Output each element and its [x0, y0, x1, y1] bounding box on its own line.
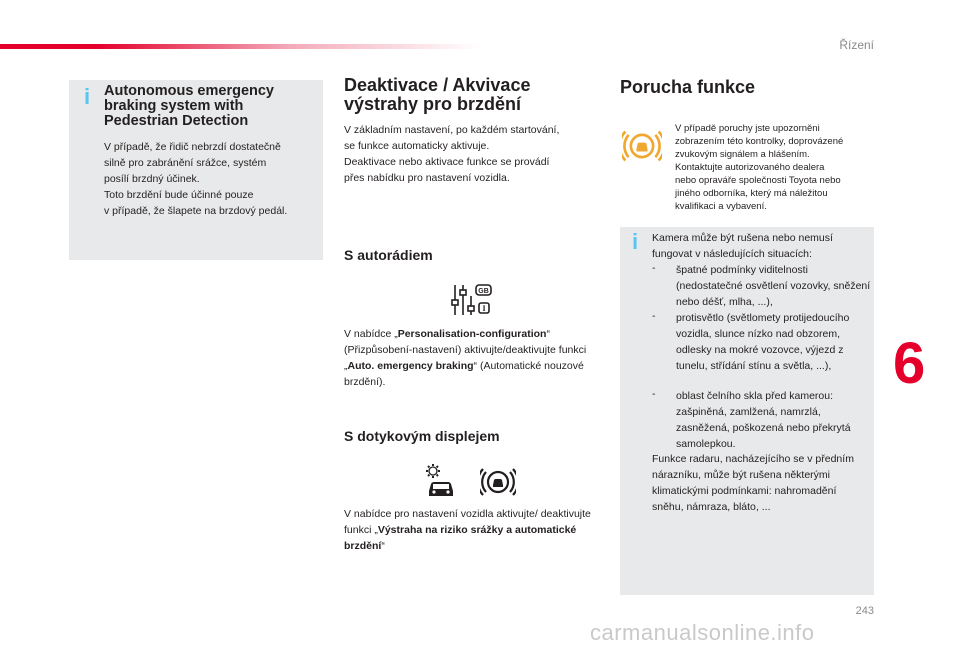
bullet-windscreen: oblast čelního skla před kamerou: zašpiněná, zamlžená, namrzlá, zasněžená, poškozená nebo překrytá samolepkou. [676, 390, 851, 450]
aeb-body-line: Toto brzdění bude účinné pouze [104, 189, 254, 201]
intro-line: přes nabídku pro nastavení vozidla. [344, 172, 510, 184]
watermark: carmanualsonline.info [590, 620, 815, 645]
brake-fault-warning-icon [622, 126, 662, 166]
bullet-dash: - [652, 310, 656, 322]
fault-line: zobrazením této kontrolky, doprovázené [675, 136, 844, 147]
aeb-body-line: V případě, že řidič nebrzdí dostatečně [104, 141, 281, 153]
radar-note: Funkce radaru, nacházejícího se v předním nárazníku, může být rušena některými klimatickými podmínkami: nahromadění sněhu, námraza, bláto, ... [652, 453, 854, 513]
aeb-body-line: posílí brzdný účinek. [104, 173, 200, 185]
bullet-dash: - [652, 262, 656, 274]
bullet-visibility: špatné podmínky viditelnosti (nedostatečné osvětlení vozovky, sněžení nebo déšť, mlha, ...), [676, 264, 871, 308]
brake-warning-icon [480, 464, 516, 500]
fault-line: Kontaktujte autorizovaného dealera [675, 162, 825, 173]
subheading-touchscreen: S dotykovým displejem [344, 428, 500, 444]
fault-line: jiného odborníka, který má náležitou [675, 188, 828, 199]
touchscreen-instructions: V nabídce pro nastavení vozidla aktivujte/ deaktivujte funkci „Výstraha na riziko srážky a automatické brzdění“ [344, 508, 591, 552]
header-accent-bar [0, 44, 480, 49]
intro-line: Deaktivace nebo aktivace funkce se provádí [344, 156, 550, 168]
aeb-box-title: Autonomous emergency braking system with Pedestrian Detection [104, 83, 274, 129]
chapter-title: Řízení [839, 38, 874, 52]
fault-line: kvalifikaci a vybavení. [675, 201, 767, 212]
camera-intro: Kamera může být rušena nebo nemusí fungovat v následujících situacích: [652, 232, 833, 260]
fault-description [675, 122, 875, 213]
section-heading-deactivation: Deaktivace / Akvivace výstrahy pro brzdění [344, 75, 531, 114]
fault-line: V případě poruchy jste upozorněni [675, 123, 820, 134]
fault-line: nebo opraváře společnosti Toyota nebo [675, 175, 841, 186]
car-settings-icon [423, 463, 459, 499]
menu-item-personalisation: Personalisation-configuration [397, 328, 547, 340]
bullet-backlight: protisvětlo (světlomety protijedoucího vozidla, slunce nízko nad obzorem, odlesky na mokré vozovce, výjezd z tunelu, střídání stínu a světla, ...), [676, 312, 850, 372]
autoradio-instructions: V nabídce „Personalisation-configuration“ (Přizpůsobení-nastavení) aktivujte/deaktivujte funkci „Auto. emergency braking“ (Automatické nouzové brzdění). [344, 328, 587, 388]
info-icon: i [631, 229, 639, 254]
intro-line: V základním nastavení, po každém startování, [344, 124, 560, 136]
aeb-body-line: v případě, že šlapete na brzdový pedál. [104, 205, 288, 217]
fault-line: zvukovým signálem a hlášením. [675, 149, 810, 160]
deactivation-intro [344, 122, 598, 186]
menu-item-collision-warning: Výstraha na riziko srážky a automatické brzdění [344, 524, 577, 552]
info-icon: i [83, 84, 91, 109]
chapter-number: 6 [893, 331, 926, 396]
section-heading-fault: Porucha funkce [620, 77, 756, 97]
bullet-dash: - [652, 388, 656, 400]
settings-sliders-icon [449, 282, 495, 318]
menu-item-aeb: Auto. emergency braking [347, 360, 474, 372]
aeb-body-line: silně pro zabránění srážce, systém [104, 157, 267, 169]
subheading-autoradio: S autorádiem [344, 247, 433, 263]
badge-i: I [482, 304, 486, 313]
intro-line: se funkce automaticky aktivuje. [344, 140, 490, 152]
badge-gb: GB [478, 288, 489, 295]
aeb-box-body [104, 139, 319, 219]
page-number: 243 [855, 605, 874, 617]
